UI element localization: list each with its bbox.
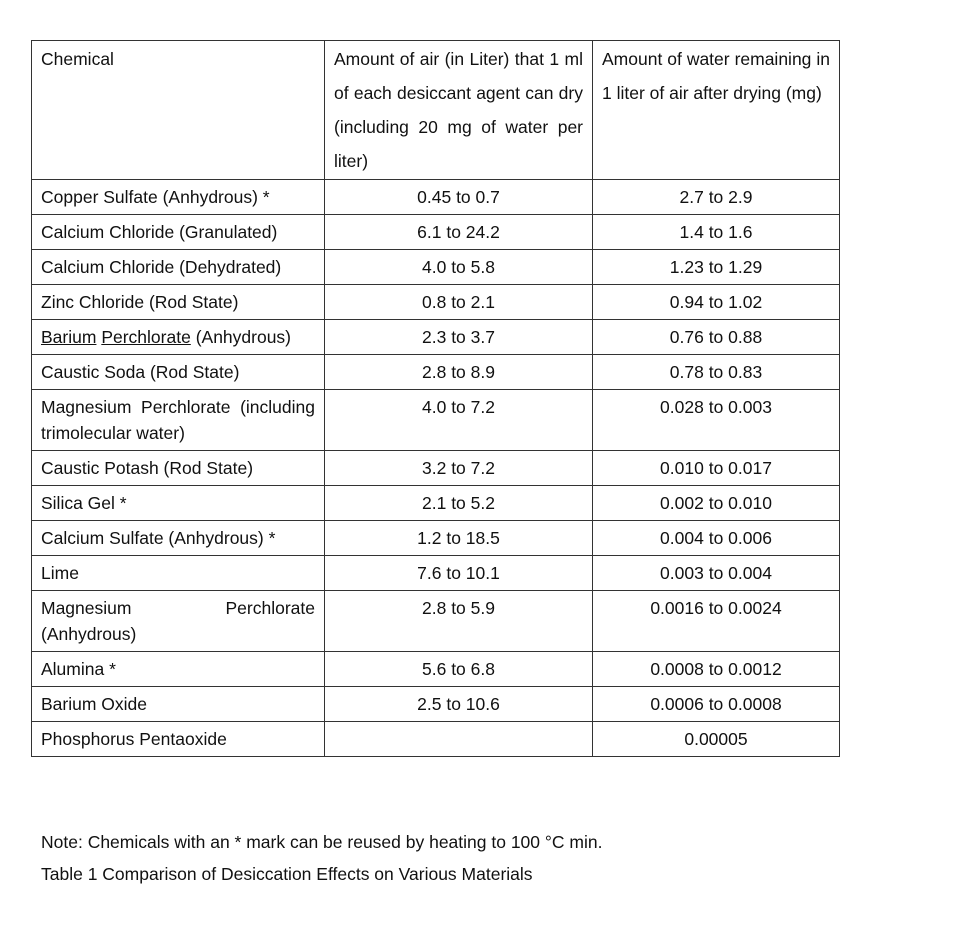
- chemical-cell: Magnesium Perchlorate (Anhydrous): [32, 591, 325, 652]
- chemical-cell: Phosphorus Pentaoxide: [32, 722, 325, 757]
- water-remaining-cell: 0.004 to 0.006: [593, 521, 840, 556]
- water-remaining-cell: 0.010 to 0.017: [593, 451, 840, 486]
- table-row: [32, 687, 840, 722]
- table-caption: Table 1 Comparison of Desiccation Effects on Various Materials: [41, 864, 533, 884]
- chemical-cell: Caustic Potash (Rod State): [32, 451, 325, 486]
- table-row: [32, 285, 840, 320]
- air-amount-cell: 2.3 to 3.7: [325, 320, 593, 355]
- water-remaining-cell: 0.0008 to 0.0012: [593, 652, 840, 687]
- chemical-cell: Zinc Chloride (Rod State): [32, 285, 325, 320]
- table-row: [32, 320, 840, 355]
- water-remaining-cell: 0.003 to 0.004: [593, 556, 840, 591]
- air-amount-cell: 4.0 to 5.8: [325, 250, 593, 285]
- header-air-amount: Amount of air (in Liter) that 1 ml of each desiccant agent can dry (including 20 mg of water per liter): [325, 41, 593, 180]
- air-amount-cell: 2.5 to 10.6: [325, 687, 593, 722]
- chemical-name-part: Barium: [41, 327, 97, 347]
- chemical-cell: Copper Sulfate (Anhydrous) *: [32, 180, 325, 215]
- desiccant-comparison-table: [31, 40, 840, 757]
- table-row: [32, 722, 840, 757]
- table-row: [32, 591, 840, 652]
- chemical-cell: Calcium Sulfate (Anhydrous) *: [32, 521, 325, 556]
- table-row: [32, 215, 840, 250]
- air-amount-cell: 2.8 to 5.9: [325, 591, 593, 652]
- table-row: [32, 390, 840, 451]
- water-remaining-cell: 0.94 to 1.02: [593, 285, 840, 320]
- chemical-cell: Calcium Chloride (Dehydrated): [32, 250, 325, 285]
- chemical-cell: [32, 320, 325, 355]
- water-remaining-cell: 0.76 to 0.88: [593, 320, 840, 355]
- water-remaining-cell: 0.00005: [593, 722, 840, 757]
- chemical-cell: Silica Gel *: [32, 486, 325, 521]
- air-amount-cell: 5.6 to 6.8: [325, 652, 593, 687]
- table-row: [32, 355, 840, 390]
- water-remaining-cell: 1.23 to 1.29: [593, 250, 840, 285]
- chemical-name-part: Perchlorate: [101, 327, 191, 347]
- air-amount-cell: 1.2 to 18.5: [325, 521, 593, 556]
- water-remaining-cell: 2.7 to 2.9: [593, 180, 840, 215]
- chemical-cell: Lime: [32, 556, 325, 591]
- chemical-cell: Caustic Soda (Rod State): [32, 355, 325, 390]
- water-remaining-cell: 0.78 to 0.83: [593, 355, 840, 390]
- header-water-remaining: Amount of water remaining in 1 liter of air after drying (mg): [593, 41, 840, 180]
- air-amount-cell: [325, 722, 593, 757]
- water-remaining-cell: 0.028 to 0.003: [593, 390, 840, 451]
- chemical-cell: Barium Oxide: [32, 687, 325, 722]
- air-amount-cell: 2.1 to 5.2: [325, 486, 593, 521]
- air-amount-cell: 0.45 to 0.7: [325, 180, 593, 215]
- reuse-note: Note: Chemicals with an * mark can be reused by heating to 100 °C min.: [41, 832, 603, 852]
- chemical-cell: Magnesium Perchlorate (including trimolecular water): [32, 390, 325, 451]
- air-amount-cell: 2.8 to 8.9: [325, 355, 593, 390]
- water-remaining-cell: 0.0016 to 0.0024: [593, 591, 840, 652]
- table-row: [32, 652, 840, 687]
- table-header-row: [32, 41, 840, 180]
- table-row: [32, 180, 840, 215]
- table-row: [32, 521, 840, 556]
- chemical-cell: Alumina *: [32, 652, 325, 687]
- air-amount-cell: 7.6 to 10.1: [325, 556, 593, 591]
- air-amount-cell: 6.1 to 24.2: [325, 215, 593, 250]
- water-remaining-cell: 0.0006 to 0.0008: [593, 687, 840, 722]
- table-row: [32, 451, 840, 486]
- chemical-name-part: (Anhydrous): [195, 327, 292, 347]
- table-row: [32, 486, 840, 521]
- water-remaining-cell: 1.4 to 1.6: [593, 215, 840, 250]
- chemical-cell: Calcium Chloride (Granulated): [32, 215, 325, 250]
- air-amount-cell: 4.0 to 7.2: [325, 390, 593, 451]
- air-amount-cell: 3.2 to 7.2: [325, 451, 593, 486]
- water-remaining-cell: 0.002 to 0.010: [593, 486, 840, 521]
- table-row: [32, 250, 840, 285]
- header-chemical: Chemical: [32, 41, 325, 180]
- air-amount-cell: 0.8 to 2.1: [325, 285, 593, 320]
- table-row: [32, 556, 840, 591]
